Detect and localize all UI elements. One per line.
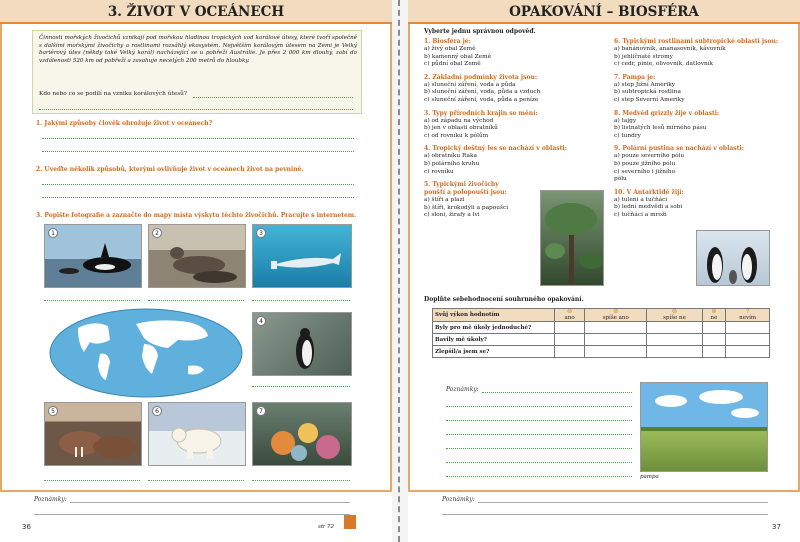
questions-column-right (614, 38, 794, 220)
scale-label: ano (564, 315, 575, 321)
sad-face-icon: ☹ (711, 309, 717, 315)
question-title: 4. Tropický deštný les se nachází v oblasti: (424, 145, 567, 153)
table-row (433, 322, 770, 334)
tree-illustration (541, 191, 604, 286)
gutter-fold-line (398, 0, 400, 542)
option[interactable]: c) rovníku (424, 168, 454, 175)
notes-line[interactable] (446, 420, 632, 421)
right-content-frame (408, 24, 800, 492)
option[interactable]: a) štíři a plazi (424, 197, 465, 204)
answer-line[interactable] (42, 138, 354, 139)
answer-line[interactable] (44, 480, 140, 481)
scale-label: nevím (739, 315, 757, 321)
reference-icon (344, 515, 356, 529)
option[interactable]: c) step Severní Ameriky (614, 96, 685, 103)
question-title: 5. Typickými živočichy pouští a polopouští jsou: (424, 181, 507, 197)
option[interactable]: a) sluneční záření, voda a půda (424, 81, 516, 88)
photo-caption: pampa (640, 474, 659, 480)
scale-label: ne (710, 315, 718, 321)
answer-cell[interactable] (726, 334, 770, 346)
photo-number: 3 (256, 228, 266, 238)
notes-line[interactable] (482, 392, 632, 393)
option[interactable]: a) banánovník, ananasovník, kávovník (614, 46, 726, 52)
option[interactable]: a) obratníku Raka (424, 153, 477, 160)
answer-line[interactable] (42, 197, 354, 198)
photo-number: 6 (152, 406, 162, 416)
answer-cell[interactable] (585, 334, 647, 346)
penguins-illustration (697, 231, 770, 286)
polar-bear-illustration (149, 403, 246, 466)
page-number: 37 (772, 523, 781, 531)
row-label: Bavily mě úkoly? (433, 334, 555, 346)
answer-line[interactable] (252, 386, 350, 387)
notes-line[interactable] (446, 434, 632, 435)
row-label: Byly pro mě úkoly jednoduché? (433, 322, 555, 334)
option[interactable]: c) tučňáci a mroži (614, 211, 667, 218)
photo-number: 1 (48, 228, 58, 238)
question-title: 8. Medvěd grizzly žije v oblasti: (614, 109, 720, 117)
notes-line[interactable] (34, 514, 350, 515)
option[interactable]: b) kamenný obal Země (424, 53, 492, 60)
answer-cell[interactable] (702, 346, 726, 358)
world-map-graphic (48, 308, 244, 398)
photo-coral (252, 402, 352, 466)
notes-line[interactable] (446, 476, 632, 477)
intro-question: Kdo nebo co se podílí na vzniku korálových útesů? (39, 91, 188, 97)
scale-header (702, 309, 726, 322)
scale-header (647, 309, 702, 322)
notes-label: Poznámky: (446, 386, 479, 393)
right-page (408, 0, 800, 542)
option[interactable]: a) od západu na východ (424, 117, 494, 124)
page-number: 36 (22, 523, 31, 531)
left-content-frame (0, 24, 392, 492)
answer-line[interactable] (39, 109, 353, 110)
answer-cell[interactable] (585, 322, 647, 334)
notes-line[interactable] (478, 502, 768, 503)
notes-line[interactable] (442, 514, 768, 515)
notes-label: Poznámky: (442, 496, 475, 503)
answer-line[interactable] (252, 300, 350, 301)
photo-hammerhead-shark (252, 224, 352, 288)
option[interactable]: b) polárního kruhu (424, 160, 480, 167)
table-row (433, 346, 770, 358)
notes-line[interactable] (446, 406, 632, 407)
left-page-title: 3. ŽIVOT V OCEÁNECH (0, 0, 392, 24)
option[interactable]: c) sluneční záření, voda, půda a peníze (424, 96, 539, 103)
answer-cell[interactable] (555, 322, 585, 334)
photo-polar-bear (148, 402, 246, 466)
option[interactable]: c) severního i jižního pólu (614, 168, 676, 183)
scale-header (726, 309, 770, 322)
option[interactable]: b) pouze jižního pólu (614, 160, 676, 167)
option[interactable]: a) tuleni a tučňáci (614, 196, 668, 203)
answer-cell[interactable] (555, 334, 585, 346)
answer-cell[interactable] (726, 346, 770, 358)
photo-number: 5 (48, 406, 58, 416)
scale-label: spíše ne (663, 315, 686, 321)
answer-cell[interactable] (555, 346, 585, 358)
question-title: 6. Typickými rostlinami subtropické oblasti jsou: (614, 38, 779, 45)
answer-line[interactable] (148, 300, 244, 301)
question-title: 10. V Antarktidě žijí: (614, 188, 684, 196)
self-eval-table (432, 308, 770, 358)
penguin-illustration (253, 313, 352, 376)
question-2: 2. Uveďte několik způsobů, kterými ovlivňuje život v oceánech život na pevnině. (36, 166, 304, 173)
option[interactable]: b) listnatých lesů mírného pásu (614, 125, 707, 132)
option[interactable]: c) od rovníku k pólům (424, 132, 489, 139)
answer-line[interactable] (148, 480, 244, 481)
photo-walrus (44, 402, 142, 466)
question-title: 3. Typy přírodních krajin se mění: (424, 109, 538, 117)
shark-illustration (253, 225, 352, 288)
option[interactable]: c) půdní obal Země (424, 61, 481, 68)
page-reference: str 72 (318, 524, 335, 530)
table-header: Svůj výkon hodnotím (433, 309, 555, 322)
option[interactable]: a) tajgy (614, 117, 637, 124)
right-page-title: OPAKOVÁNÍ – BIOSFÉRA (408, 0, 800, 24)
smiley-icon: ☺ (567, 309, 573, 315)
option[interactable]: c) tundry (614, 132, 641, 139)
option[interactable]: b) lední medvědi a sobi (614, 204, 683, 211)
scale-label: spíše ano (602, 315, 629, 321)
smiley-icon: ☺ (613, 309, 619, 315)
option[interactable]: b) subtropická rostlina (614, 89, 681, 96)
photo-penguins (696, 230, 770, 286)
question-title: 7. Pampa je: (614, 73, 656, 81)
answer-line[interactable] (193, 97, 353, 98)
photo-number: 7 (256, 406, 266, 416)
answer-cell[interactable] (585, 346, 647, 358)
question-title: 1. Biosféra je: (424, 38, 471, 45)
option[interactable]: b) sluneční záření, voda, půda a vzduch (424, 89, 541, 96)
option[interactable]: a) pouze severního pólu (614, 153, 685, 160)
option[interactable]: a) živý obal Země (424, 46, 476, 52)
photo-rainforest (540, 190, 604, 286)
intro-box (32, 30, 362, 114)
table-row (433, 334, 770, 346)
photo-penguin (252, 312, 352, 376)
option[interactable]: c) cedr, pinie, olivovník, datlovník (614, 61, 714, 68)
answer-line[interactable] (252, 480, 350, 481)
option[interactable]: b) jen v oblasti obratníků (424, 125, 498, 132)
answer-line[interactable] (44, 300, 140, 301)
answer-cell[interactable] (702, 334, 726, 346)
answer-cell[interactable] (647, 322, 702, 334)
question-face-icon: ? (746, 309, 750, 315)
notes-line[interactable] (70, 502, 350, 503)
photo-number: 2 (152, 228, 162, 238)
sea-lion-illustration (149, 225, 246, 288)
world-map[interactable] (48, 308, 244, 398)
coral-illustration (253, 403, 352, 466)
photo-sea-lions (148, 224, 246, 288)
answer-cell[interactable] (702, 322, 726, 334)
photo-pampa (640, 382, 768, 472)
option[interactable]: b) jehličnaté stromy (614, 53, 673, 60)
scale-header (555, 309, 585, 322)
option[interactable]: b) štíři, krokodýli a papoušci (424, 204, 509, 211)
answer-line[interactable] (42, 151, 354, 152)
left-page (0, 0, 392, 542)
option[interactable]: c) sloni, žirafy a lvi (424, 212, 480, 219)
row-label: Zlepšil/a jsem se? (433, 346, 555, 358)
answer-cell[interactable] (647, 334, 702, 346)
self-eval-title: Doplňte sebehodnocení souhrnného opakování. (424, 296, 584, 303)
orca-illustration (45, 225, 142, 288)
answer-cell[interactable] (726, 322, 770, 334)
neutral-face-icon: ☹ (671, 309, 677, 315)
book-gutter (392, 0, 408, 542)
pampa-illustration (641, 383, 768, 472)
intro-text: Činnosti mořských živočichů vznikají pod mořskou hladinou tropických vod korálové útesy, které tvoří společně s dalšími mořskými živočichy a rostlinami rozsáhlý ekosystém. Největším korálovým útesem na Zemi je Velký bariérový útes (někdy také Velký korál) nacházející se u pobřeží Austrálie. Je přes 2 000 km dlouhý, zabí do vzdálenosti 520 km od pobřeží a zasahuje necelých 200 metrů do hloubky. (39, 35, 357, 64)
scale-header (585, 309, 647, 322)
option[interactable]: a) step Jižní Ameriky (614, 81, 676, 88)
answer-line[interactable] (42, 184, 354, 185)
notes-label: Poznámky: (34, 496, 67, 503)
answer-cell[interactable] (647, 346, 702, 358)
photo-number: 4 (256, 316, 266, 326)
instruction: Vyberte jednu správnou odpověď. (424, 28, 536, 35)
question-title: 2. Základní podmínky života jsou: (424, 73, 538, 81)
question-title: 9. Polární pustina se nachází v oblasti: (614, 145, 744, 153)
question-1: 1. Jakými způsoby člověk ohrožuje život v oceánech? (36, 120, 213, 127)
photo-orca (44, 224, 142, 288)
walrus-illustration (45, 403, 142, 466)
notes-line[interactable] (446, 462, 632, 463)
question-3: 3. Popište fotografie a zaznačte do mapy místa výskytu těchto živočichů. Pracujte s internetem. (36, 212, 357, 219)
notes-line[interactable] (446, 448, 632, 449)
